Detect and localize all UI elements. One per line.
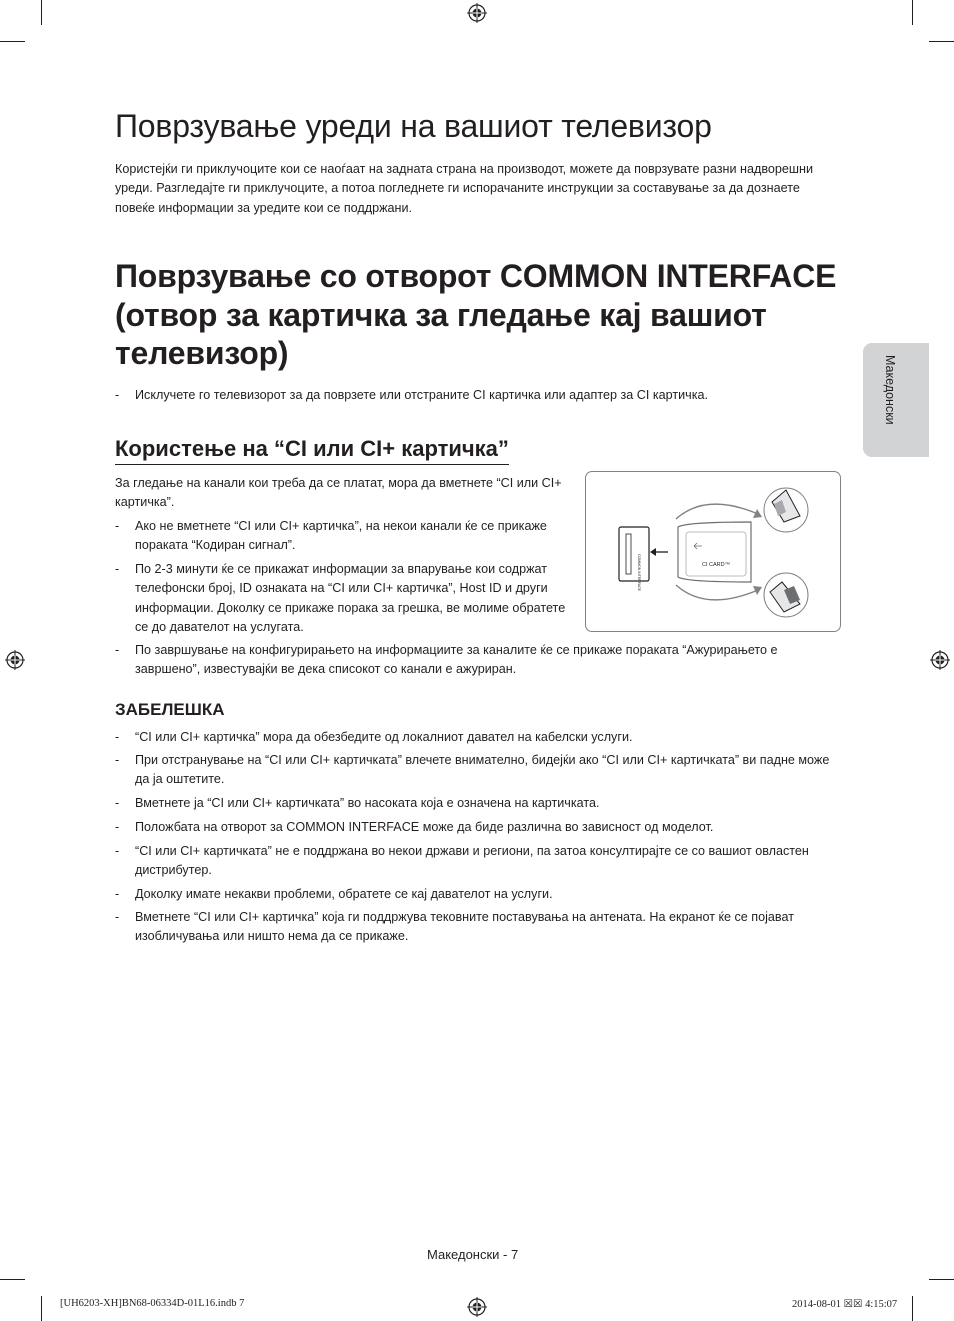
crop-mark (0, 1279, 25, 1280)
crop-mark (912, 0, 913, 25)
list-item: - Вметнете “CI или CI+ картичка” која ги поддржува тековните поставувања на антената. На екранот ќе се појават изобличувања или ништо нема да се прикаже. (115, 910, 794, 944)
list-item: - При отстранување на “CI или CI+ картичката” влечете внимателно, бидејќи ако “CI или CI+ картичката” ви падне може да ја оштетите. (115, 753, 830, 787)
crop-mark (41, 1296, 42, 1321)
language-side-tab (863, 343, 929, 457)
card-label: CI CARD™ (702, 562, 731, 568)
crop-mark (929, 41, 954, 42)
registration-mark-icon (5, 650, 25, 670)
crop-mark (929, 1279, 954, 1280)
registration-mark-icon (467, 3, 487, 23)
list-item: - Вметнете ја “CI или CI+ картичката” во насоката која е означена на картичката. (115, 796, 600, 810)
page-title: Поврзување уреди на вашиот телевизор (115, 108, 712, 144)
subsection-title-ci-card: Користење на “CI или CI+ картичка” (115, 436, 509, 465)
language-tab-label: Македонски (883, 355, 897, 425)
registration-mark-icon (467, 1297, 487, 1317)
section-title-common-interface: Поврзување со отворот COMMON INTERFACE (отвор за картичка за гледање кај вашиот телевизор) (115, 258, 837, 371)
ci-card-illustration (585, 471, 841, 632)
page-number: Македонски - 7 (427, 1247, 519, 1262)
registration-mark-icon (930, 650, 950, 670)
list-item: - По завршување на конфигурирањето на информациите за каналите ќе се прикаже пораката “Ажурирањето е завршено”, известувајќи ве дека списокот со канали е ажуриран. (115, 643, 778, 677)
list-item: - Положбата на отворот за COMMON INTERFACE може да биде различна во зависност од моделот. (115, 820, 714, 834)
ci-card-diagram (586, 472, 842, 633)
note-heading: ЗАБЕЛЕШКА (115, 700, 225, 719)
slot-label: COMMON INTERFACE (637, 554, 641, 591)
date-slug: 2014-08-01 ☒☒ 4:15:07 (792, 1299, 898, 1310)
crop-mark (41, 0, 42, 25)
crop-mark (912, 1296, 913, 1321)
list-item: - Доколку имате некакви проблеми, обратете се кај давателот на услуги. (115, 887, 553, 901)
crop-mark (0, 41, 25, 42)
list-item: - “CI или CI+ картичка” мора да обезбедите од локалниот давател на кабелски услуги. (115, 730, 633, 744)
list-item: - “CI или CI+ картичката” не е поддржана во некои држави и региони, па затоа консултирајте се со вашиот овластен дистрибутер. (115, 844, 809, 878)
list-item: - По 2-3 минути ќе се прикажат информации за впарување кои содржат телефонски број, ID ознаката на “CI или CI+ картичка”, Host ID и други информации. Доколку се прикаже порака за грешка, ве молиме обратете се до давателот на услугата. (115, 562, 566, 634)
file-slug: [UH6203-XH]BN68-06334D-01L16.indb 7 (60, 1298, 245, 1309)
list-item: - Исклучете го телевизорот за да поврзете или отстраните CI картичка или адаптер за CI картичка. (115, 388, 709, 402)
list-item: - Ако не вметнете “CI или CI+ картичка”, на некои канали ќе се прикаже пораката “Кодиран сигнал”. (115, 519, 547, 553)
ci-intro-paragraph: За гледање на канали кои треба да се платат, мора да вметнете “CI или CI+ картичка”. (115, 476, 562, 510)
intro-paragraph: Користејќи ги приклучоците кои се наоѓаат на задната страна на производот, можете да поврзувате разни надворешни уреди. Разгледајте ги приклучоците, а потоа погледнете ги испорачаните инструкции за составување за да дознаете повеќе информации за уредите кои се поддржани. (115, 162, 813, 215)
